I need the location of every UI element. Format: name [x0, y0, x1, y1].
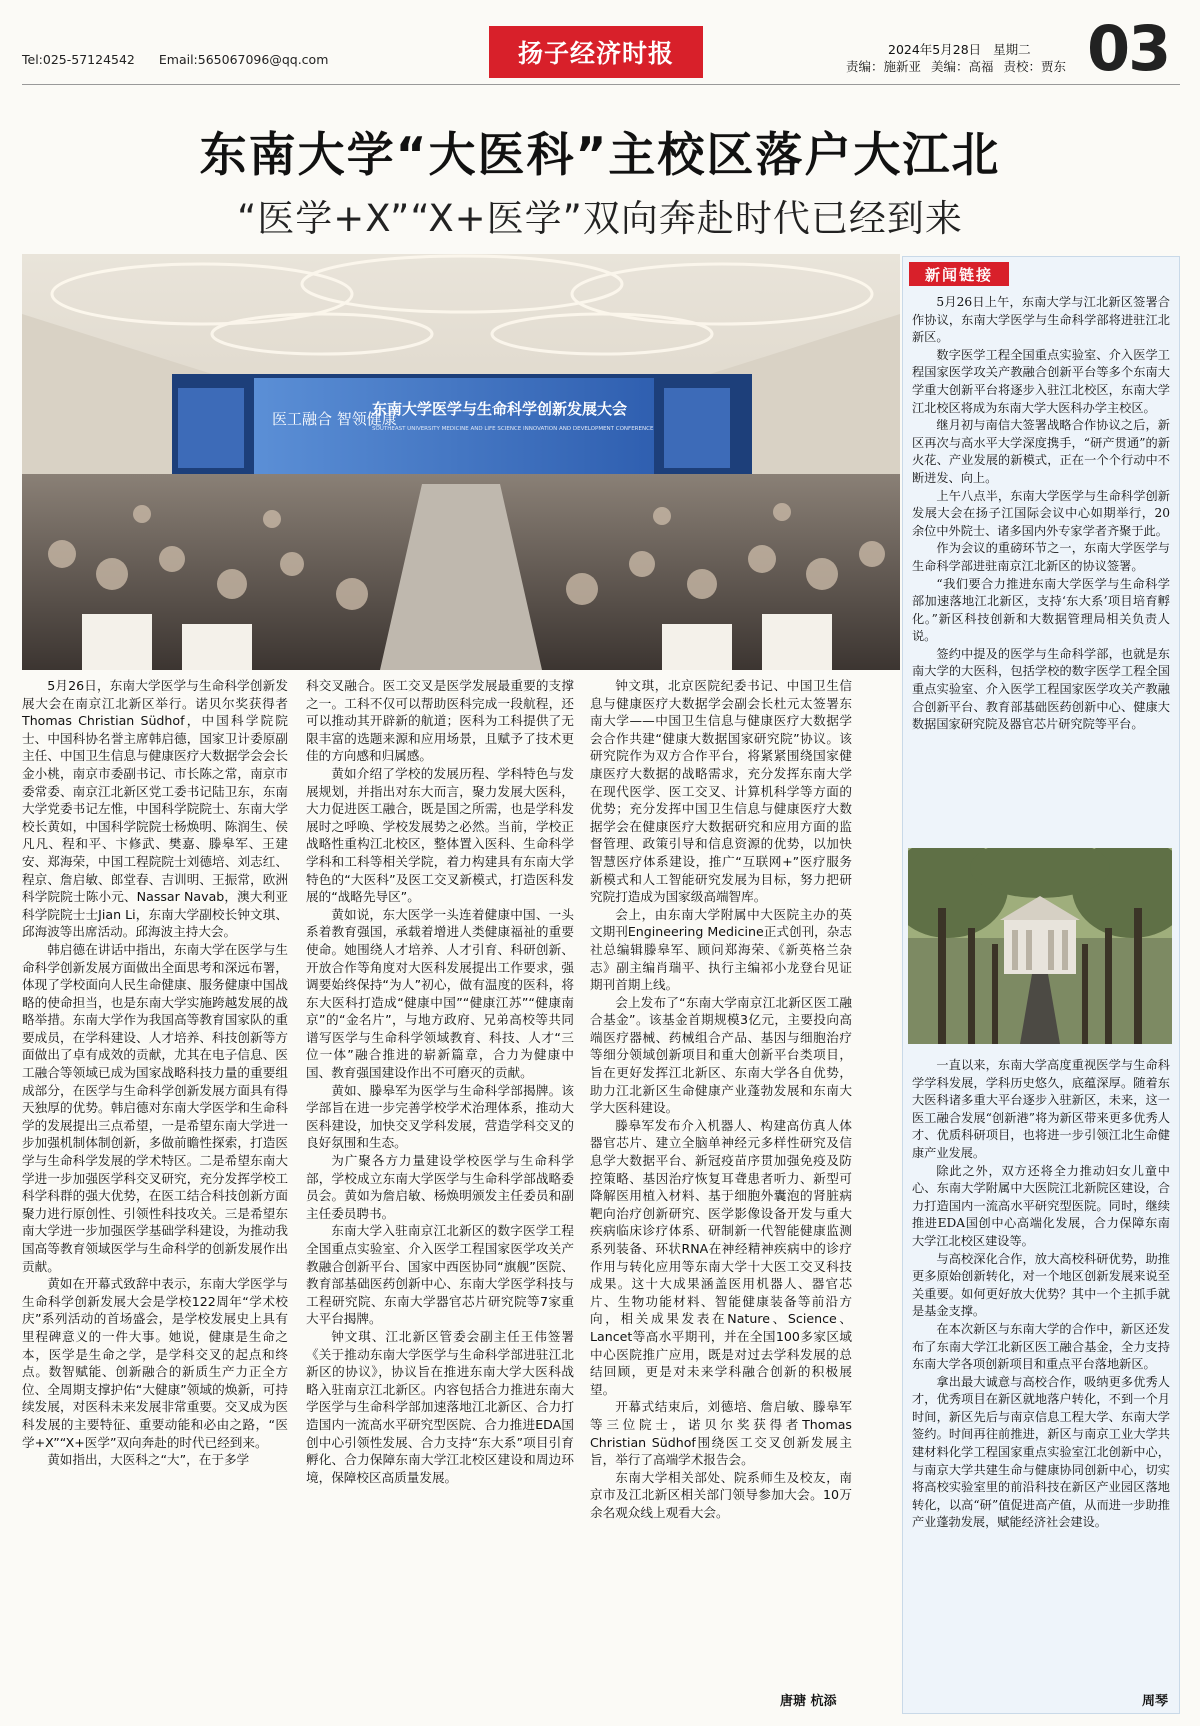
sidebar-paragraph: 一直以来，东南大学高度重视医学与生命科学学科发展，学科历史悠久，底蕴深厚。随着东大医科诸多重大平台逐步入驻新区，未来，这一医工融合发展“创新港”将为新区带来更多优秀人才、优质科研项目，也将进一步引领江北生命健康产业发展。	[912, 1058, 1170, 1160]
article-paragraph: 东南大学相关部处、院系师生及校友，南京市及江北新区相关部门领导参加大会。10万余名观众线上观看大会。	[590, 1469, 852, 1520]
header-contact	[22, 52, 348, 67]
header-editors	[846, 57, 1072, 75]
article-paragraph: 黄如说，东大医学一头连着健康中国、一头系着教育强国，承载着增进人类健康福祉的重要使命。她围绕人才培养、人才引育、科研创新、开放合作等角度对大医科发展提出工作要求，强调要始终保持“为人”初心，做有温度的医科，将东大医科打造成“健康中国”“健康江苏”“健康南京”的“金名片”，与地方政府、兄弟高校等共同谱写医学与生命科学领域教育、科技、人才“三位一体”融合推进的崭新篇章，合力为健康中国、教育强国建设作出不可磨灭的贡献。	[306, 906, 574, 1081]
article-paragraph: 黄如介绍了学校的发展历程、学科特色与发展规划，并指出对东大而言，聚力发展大医科，大力促进医工融合，既是国之所需，也是学科发展时之呼唤、学校发展势之必然。当前，学校正战略性重构江北校区，整体置入医科、生命科学学科和工科等相关学院，着力构建具有东南大学特色的“大医科”及医工交叉新模式，打造医科发展的“战略先导区”。	[306, 765, 574, 905]
article-paragraph: 科交叉融合。医工交叉是医学发展最重要的支撑之一。工科不仅可以帮助医科完成一段航程，还可以推动其开辟新的航道；医科为工科提供了无限丰富的选题来源和应用场景，且赋予了技术更佳的方向感和归属感。	[306, 678, 574, 764]
screen-subtitle: SOUTHEAST UNIVERSITY MEDICINE AND LIFE SCIENCE INNOVATION AND DEVELOPMENT CONFERENCE	[372, 426, 654, 432]
article-column-1	[22, 677, 288, 1469]
editor-credit: 责编：施新亚	[846, 59, 922, 74]
sidebar-paragraph: 拿出最大诚意与高校合作，吸纳更多优秀人才，优秀项目在新区就地落户转化，不到一个月时间，新区先后与南京信息工程大学、东南大学签约。时间再往前推进，新区与南京工业大学共建材料化学工程国家重点实验室江北创新中心，与南京大学共建生命与健康协同创新中心，切实将高校实验室里的前沿科技在新区产业园区落地转化，以高“研”值促进高产值，从而进一步助推产业蓬勃发展，赋能经济社会建设。	[912, 1374, 1170, 1530]
article-paragraph: 钟文琪、江北新区管委会副主任王伟签署《关于推动东南大学医学与生命科学部进驻江北新区的协议》，协议旨在推进东南大学大医科战略入驻南京江北新区。内容包括合力推进东南大学医学与生命科学部加速落地江北新区、合力打造国内一流高水平研究型医院、合力推进EDA国创中心引领性发展、合力支持“东大系”项目引育孵化、合力保障东南大学江北校区建设和周边环境，保障校区高质量发展。	[306, 1328, 574, 1485]
sidebar-paragraph: 5月26日上午，东南大学与江北新区签署合作协议，东南大学医学与生命科学部将进驻江北新区。	[912, 295, 1170, 345]
screen-slogan: 医工融合 智领健康	[272, 410, 397, 428]
sidebar-paragraph: 在本次新区与东南大学的合作中，新区还发布了东南大学江北新区医工融合基金，全力支持东南大学各项创新项目和重点平台落地新区。	[912, 1321, 1170, 1372]
header-date	[880, 40, 1031, 58]
sidebar-paragraph: 数字医学工程全国重点实验室、介入医学工程国家医学攻关产教融合创新平台等多个东南大学重大创新平台将逐步入驻江北校区，东南大学江北校区将成为东南大学大医科办学主校区。	[912, 347, 1170, 415]
article-paragraph: 钟文琪，北京医院纪委书记、中国卫生信息与健康医疗大数据学会副会长杜元太签署东南大学——中国卫生信息与健康医疗大数据学会合作共建“健康大数据国家研究院”协议。该研究院作为双方合作平台，将紧紧围绕国家健康医疗大数据的战略需求，充分发挥东南大学在现代医学、医工交叉、计算机科学等方面的优势；充分发挥中国卫生信息与健康医疗大数据学会在健康医疗大数据研究和应用方面的监督管理、政策引导和信息资源的优势，以加快智慧医疗体系建设，推广“互联网+”医疗服务新模式和人工智能研究发展为目标，努力把研究院打造成为国家级高端智库。	[590, 678, 852, 905]
article-paragraph: 为广聚各方力量建设学校医学与生命科学部，学校成立东南大学医学与生命科学部战略委员会。黄如为詹启敏、杨焕明颁发主任委员和副主任委员聘书。	[306, 1153, 574, 1221]
sidebar-paragraph: 上午八点半，东南大学医学与生命科学创新发展大会在扬子江国际会议中心如期举行，20余位中外院士、诸多国内外专家学者齐聚于此。	[912, 488, 1170, 538]
article-paragraph: 开幕式结束后，刘德培、詹启敏、滕皋军等三位院士，诺贝尔奖获得者Thomas Christian Südhof围绕医工交叉创新发展主旨，举行了高端学术报告会。	[590, 1399, 852, 1468]
header-divider	[22, 84, 1180, 85]
article-paragraph: 韩启德在讲话中指出，东南大学在医学与生命科学创新发展方面做出全面思考和深远布署，体现了学校面向人民生命健康、服务健康中国战略的使命担当，也是东南大学实施跨越发展的战略举措。东南大学作为我国高等教育国家队的重要成员，在学科建设、人才培养、科技创新等方面做出了卓有成效的贡献，尤其在电子信息、医工融合等领域已成为国家战略科技力量的重要组成部分，在医学与生命科学创新发展方面具有得天独厚的优势。韩启德对东南大学医学和生命科学的发展提出三点希望，一是希望东南大学进一步加强机制体制创新，多做前瞻性探索，打造医学与生命科学发展的学术特区。二是希望东南大学进一步加强医学科交叉研究，充分发挥学校工科学科群的强大优势，在医工结合科技创新方面聚力进行原创性、引领性科技攻关。三是希望东南大学进一步加强医学基础学科建设，为推动我国高等教育领域医学与生命科学的创新发展作出贡献。	[22, 941, 288, 1274]
sidebar-paragraph: 继月初与南信大签署战略合作协议之后，新区再次与高水平大学深度携手，“研产贯通”的新火花、产业发展的新模式，正在一个个行动中不断迸发、向上。	[912, 418, 1170, 485]
sidebar-text-bottom	[912, 1057, 1170, 1532]
page-headline: 东南大学“大医科”主校区落户大江北	[199, 128, 1001, 183]
campus-tree-lined-road-illustration	[908, 848, 1172, 1044]
sidebar-paragraph: “我们要合力推进东南大学医学与生命科学部加速落地江北新区，支持‘东大系’项目培育孵化。”新区科技创新和大数据管理局相关负责人说。	[912, 576, 1170, 644]
article-column-2	[306, 677, 574, 1486]
article-paragraph: 黄如在开幕式致辞中表示，东南大学医学与生命科学创新发展大会是学校122周年“学术校庆”系列活动的首场盛会，是学校发展史上具有里程碑意义的一件大事。她说，健康是生命之本，医学是生命之学，是学科交叉的起点和终点。数智赋能、创新融合的新质生产力正全方位、全周期支撑护佑“大健康”领域的焕新，可持续发展，对医科未来发展非常重要。交叉成为医科发展的主要特征、重要动能和必由之路，“医学+X”“X+医学”双向奔赴的时代已经到来。	[22, 1276, 288, 1450]
conference-photo	[22, 254, 900, 670]
article-paragraph: 会上，由东南大学附属中大医院主办的英文期刊Engineering Medicine正式创刊，杂志社总编辑滕皋军、顾问郑海荣、《新英格兰杂志》副主编肖瑞平、执行主编祁小龙登台见证期刊首期上线。	[590, 906, 852, 993]
sidebar-text-top	[912, 294, 1170, 734]
article-column-3	[590, 677, 852, 1522]
conference-hall-illustration	[22, 254, 900, 670]
article-paragraph: 黄如指出，大医科之“大”，在于多学	[47, 1452, 250, 1468]
sidebar-paragraph: 除此之外，双方还将全力推动妇女儿童中心、东南大学附属中大医院江北新院区建设，合力打造国内一流高水平研究型医院。同时，继续推进EDA国创中心高端化发展，合力保障东南大学江北校区建设等。	[912, 1163, 1170, 1248]
article-paragraph: 5月26日，东南大学医学与生命科学创新发展大会在南京江北新区举行。诺贝尔奖获得者Thomas Christian Südhof，中国科学院院士、中国科协名誉主席韩启德，国家卫计委原副主任、中国卫生信息与健康医疗大数据学会会长金小桃，南京市委副书记、市长陈之常，南京市委常委、南京江北新区党工委书记陆卫东，东南大学党委书记左惟，中国科学院院士、东南大学校长黄如，中国科学院院士杨焕明、陈润生、侯凡凡、程和平、卞修武、樊嘉、滕皋军、王建安、郑海荣，中国工程院院士刘德培、刘志红、程京、詹启敏、郎堂春、吉训明、王振常，欧洲科学院院士陈小元、Nassar Navab，澳大利亚科学院院士士Jian Li，东南大学副校长钟文琪、邱海波等出席活动。邱海波主持大会。	[22, 678, 288, 940]
sidebar-author: 周琴	[1142, 1694, 1169, 1709]
proofreader-credit: 责校：贾东	[1003, 59, 1067, 74]
article-paragraph: 会上发布了“东南大学南京江北新区医工融合基金”。该基金首期规模3亿元，主要投向高端医疗器械、药械组合产品、基因与细胞治疗等细分领域创新项目和重大创新平台类项目，旨在更好发挥江北新区、东南大学各自优势，助力江北新区生命健康产业蓬勃发展和东南大学大医科建设。	[590, 994, 852, 1116]
sidebar-paragraph: 作为会议的重磅环节之一，东南大学医学与生命科学部进驻南京江北新区的协议签署。	[912, 541, 1170, 573]
article-byline: 唐瑭 杭添	[780, 1694, 837, 1709]
campus-photo	[908, 848, 1172, 1044]
news-link-tag: 新闻链接	[909, 262, 1009, 286]
page-subheadline: “医学+X”“X+医学”双向奔赴时代已经到来	[237, 197, 963, 240]
article-paragraph: 东南大学入驻南京江北新区的数字医学工程全国重点实验室、介入医学工程国家医学攻关产教融合创新平台、国家中西医协同“旗舰”医院、教育部基础医药创新中心、东南大学医学科技与工程研究院、东南大学器官芯片研究院等7家重大平台揭牌。	[306, 1223, 574, 1327]
art-editor-credit: 美编：高福	[931, 59, 994, 74]
sidebar-paragraph: 与高校深化合作，放大高校科研优势，助推更多原始创新转化，对一个地区创新发展来说至关重要。如何更好放大优势？其中一个主抓手就是基金支撑。	[912, 1251, 1170, 1319]
header-email: Email:565067096@qq.com	[158, 52, 329, 67]
header-tel: Tel:025-57124542	[22, 52, 135, 67]
screen-title: 东南大学医学与生命科学创新发展大会	[372, 400, 628, 418]
page-number: 03	[1087, 12, 1170, 85]
article-paragraph: 黄如、滕皋军为医学与生命科学部揭牌。该学部旨在进一步完善学校学术治理体系，推动大医科建设，加快交叉学科发展，营造学科交叉的良好氛围和生态。	[306, 1082, 574, 1151]
weekday-text: 星期二	[993, 42, 1031, 57]
masthead-logo: 扬子经济时报	[489, 26, 703, 78]
sidebar-paragraph: 签约中提及的医学与生命科学部，也就是东南大学的大医科，包括学校的数字医学工程全国重点实验室、介入医学工程国家医学攻关产教融合创新平台、教育部基础医药创新中心、健康大数据国家研究院及器官芯片研究院等平台。	[912, 646, 1170, 732]
date-text: 2024年5月28日	[888, 42, 982, 57]
article-paragraph: 滕皋军发布介入机器人、构建高仿真人体器官芯片、建立全脑单神经元多样性研究及信息学大数据平台、新冠疫苗序贯加强免疫及防控策略、基因治疗恢复耳聋患者听力、新型可降解医用植入材料、基于细胞外囊泡的肾脏病靶向治疗创新研究、医学影像设备开发与重大疾病临床诊疗体系、研制新一代智能健康监测系列装备、环状RNA在神经精神疾病中的诊疗作用与转化应用等东南大学十大医工交叉科技成果。这十大成果涵盖医用机器人、器官芯片、生物功能材料、智能健康装备等前沿方向，相关成果发表在Nature、Science、Lancet等高水平期刊，并在全国100多家区域中心医院推广应用，既是对过去学科发展的总结回顾，更是对未来学科融合创新的积极展望。	[590, 1117, 852, 1397]
